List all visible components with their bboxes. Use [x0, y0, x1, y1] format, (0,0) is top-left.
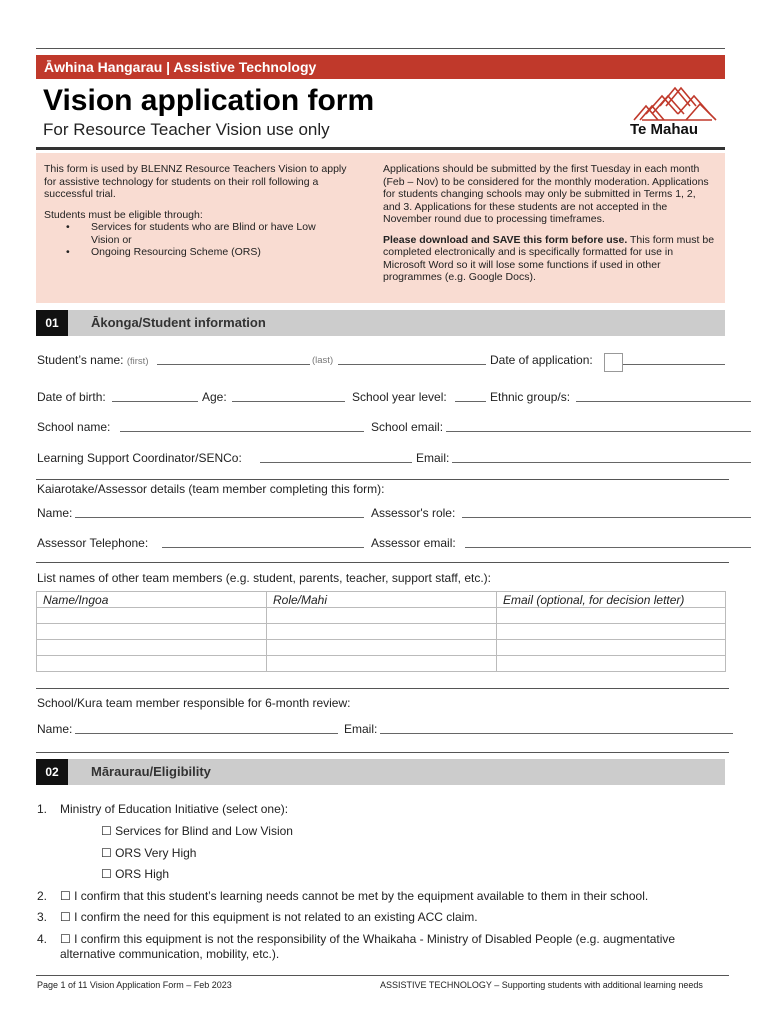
logo-text: Te Mahau — [630, 121, 699, 138]
q3-checkbox[interactable]: ☐ I confirm the need for this equipment is not related to an existing ACC claim. — [60, 910, 478, 924]
divider — [36, 562, 729, 563]
review-email-field[interactable] — [380, 733, 733, 734]
section-header-student — [36, 310, 725, 336]
table-cell[interactable] — [497, 608, 726, 624]
review-name-field[interactable] — [75, 733, 338, 734]
assessor-name-label: Name: — [37, 506, 73, 520]
option-ors-high[interactable]: ☐ ORS High — [101, 867, 170, 881]
table-cell[interactable] — [37, 608, 267, 624]
header-divider — [36, 147, 725, 150]
eligibility-intro: Students must be eligible through: — [44, 208, 203, 221]
section-number: 01 — [36, 310, 68, 336]
q4-number: 4. — [37, 932, 48, 946]
page-subtitle: For Resource Teacher Vision use only — [43, 120, 330, 139]
assessor-heading: Kaiarotake/Assessor details (team member completing this form): — [37, 482, 385, 496]
section-title: Ākonga/Student information — [91, 315, 266, 330]
date-of-application-field[interactable] — [623, 364, 725, 365]
assessor-email-field[interactable] — [465, 547, 751, 548]
table-header-row — [37, 592, 726, 608]
student-name-label: Student’s name: (first) — [37, 353, 149, 367]
submission-info: Applications should be submitted by the first Tuesday in each month (Feb – Nov) to be considered for the monthly moderation. Applications for students changing schools may only be submitted in Terms 1, 2, and 3. Applications for these students are not accepted in the November round due to processing timeframes. — [383, 163, 709, 225]
top-rule — [36, 48, 725, 49]
section-number: 02 — [36, 759, 68, 785]
q2-checkbox[interactable]: ☐ I confirm that this student’s learning needs cannot be met by the equipment available to them in their school. — [60, 889, 649, 903]
save-notice: Please download and SAVE this form before use. This form must be completed electronically and is specifically formatted for use in Microsoft Word so it will lose some functions if used in other programmes (e.g. Google Docs). — [383, 233, 715, 283]
age-label: Age: — [202, 390, 227, 404]
dob-field[interactable] — [112, 401, 198, 402]
table-row — [37, 624, 726, 640]
table-cell[interactable] — [497, 624, 726, 640]
review-heading: School/Kura team member responsible for 6-month review: — [37, 696, 351, 710]
table-cell[interactable] — [497, 656, 726, 672]
review-name-label: Name: — [37, 722, 73, 736]
lsc-field[interactable] — [260, 462, 412, 463]
te-mahau-logo-icon — [632, 84, 718, 124]
q2-number: 2. — [37, 889, 48, 903]
last-name-field[interactable] — [338, 364, 486, 365]
table-cell[interactable] — [267, 640, 497, 656]
age-field[interactable] — [232, 401, 345, 402]
section-title: Māraurau/Eligibility — [91, 764, 211, 779]
assessor-role-field[interactable] — [462, 517, 751, 518]
list-item: • Ongoing Resourcing Scheme (ORS) — [66, 246, 261, 258]
review-email-label: Email: — [344, 722, 378, 736]
assessor-phone-field[interactable] — [162, 547, 364, 548]
footer-right: ASSISTIVE TECHNOLOGY – Supporting students with additional learning needs — [380, 980, 703, 990]
table-cell[interactable] — [37, 624, 267, 640]
last-name-hint: (last) — [312, 355, 334, 366]
dob-label: Date of birth: — [37, 390, 106, 404]
footer-left: Page 1 of 11 Vision Application Form – Feb 2023 — [37, 980, 232, 990]
column-header-role: Role/Mahi — [267, 592, 497, 608]
team-heading: List names of other team members (e.g. student, parents, teacher, support staff, etc.): — [37, 571, 492, 585]
header-banner: Āwhina Hangarau | Assistive Technology — [36, 55, 725, 79]
table-cell[interactable] — [497, 640, 726, 656]
table-row — [37, 640, 726, 656]
option-blind-low-vision[interactable]: ☐ Services for Blind and Low Vision — [101, 824, 293, 838]
table-row — [37, 656, 726, 672]
q3-number: 3. — [37, 910, 48, 924]
q4-checkbox[interactable]: ☐ I confirm this equipment is not the responsibility of the Whaikaha - Ministry of Disabled People (e.g. augmentative alternative communication, mobility, etc.). — [60, 932, 676, 961]
school-year-field[interactable] — [455, 401, 486, 402]
school-email-label: School email: — [371, 420, 444, 434]
option-ors-very-high[interactable]: ☐ ORS Very High — [101, 846, 197, 860]
column-header-name: Name/Ingoa — [37, 592, 267, 608]
assessor-name-field[interactable] — [75, 517, 364, 518]
footer-rule — [36, 975, 729, 976]
school-email-field[interactable] — [446, 431, 751, 432]
assessor-email-label: Assessor email: — [371, 536, 456, 550]
table-cell[interactable] — [267, 656, 497, 672]
table-row — [37, 608, 726, 624]
info-box — [36, 153, 725, 303]
ethnic-group-label: Ethnic group/s: — [490, 390, 571, 404]
date-picker-box[interactable] — [604, 353, 623, 372]
first-name-field[interactable] — [157, 364, 310, 365]
table-cell[interactable] — [37, 640, 267, 656]
divider — [36, 688, 729, 689]
lsc-label: Learning Support Coordinator/SENCo: — [37, 451, 242, 465]
table-cell[interactable] — [267, 608, 497, 624]
list-item: • Services for students who are Blind or have Low Vision or — [66, 221, 316, 246]
ethnic-group-field[interactable] — [576, 401, 751, 402]
column-header-email: Email (optional, for decision letter) — [497, 592, 726, 608]
lsc-email-label: Email: — [416, 451, 450, 465]
q1-text: Ministry of Education Initiative (select one): — [60, 802, 289, 816]
school-name-label: School name: — [37, 420, 111, 434]
team-table — [36, 591, 726, 672]
assessor-role-label: Assessor's role: — [371, 506, 456, 520]
page-title: Vision application form — [43, 84, 375, 117]
q1-number: 1. — [37, 802, 48, 816]
table-cell[interactable] — [37, 656, 267, 672]
assessor-phone-label: Assessor Telephone: — [37, 536, 149, 550]
section-header-eligibility — [36, 759, 725, 785]
table-cell[interactable] — [267, 624, 497, 640]
divider — [36, 752, 729, 753]
lsc-email-field[interactable] — [452, 462, 751, 463]
info-intro: This form is used by BLENNZ Resource Teachers Vision to apply for assistive technology for students on their roll following a successful trial. — [44, 163, 347, 200]
divider — [36, 479, 729, 480]
school-name-field[interactable] — [120, 431, 364, 432]
school-year-label: School year level: — [352, 390, 447, 404]
date-of-application-label: Date of application: — [490, 353, 593, 367]
